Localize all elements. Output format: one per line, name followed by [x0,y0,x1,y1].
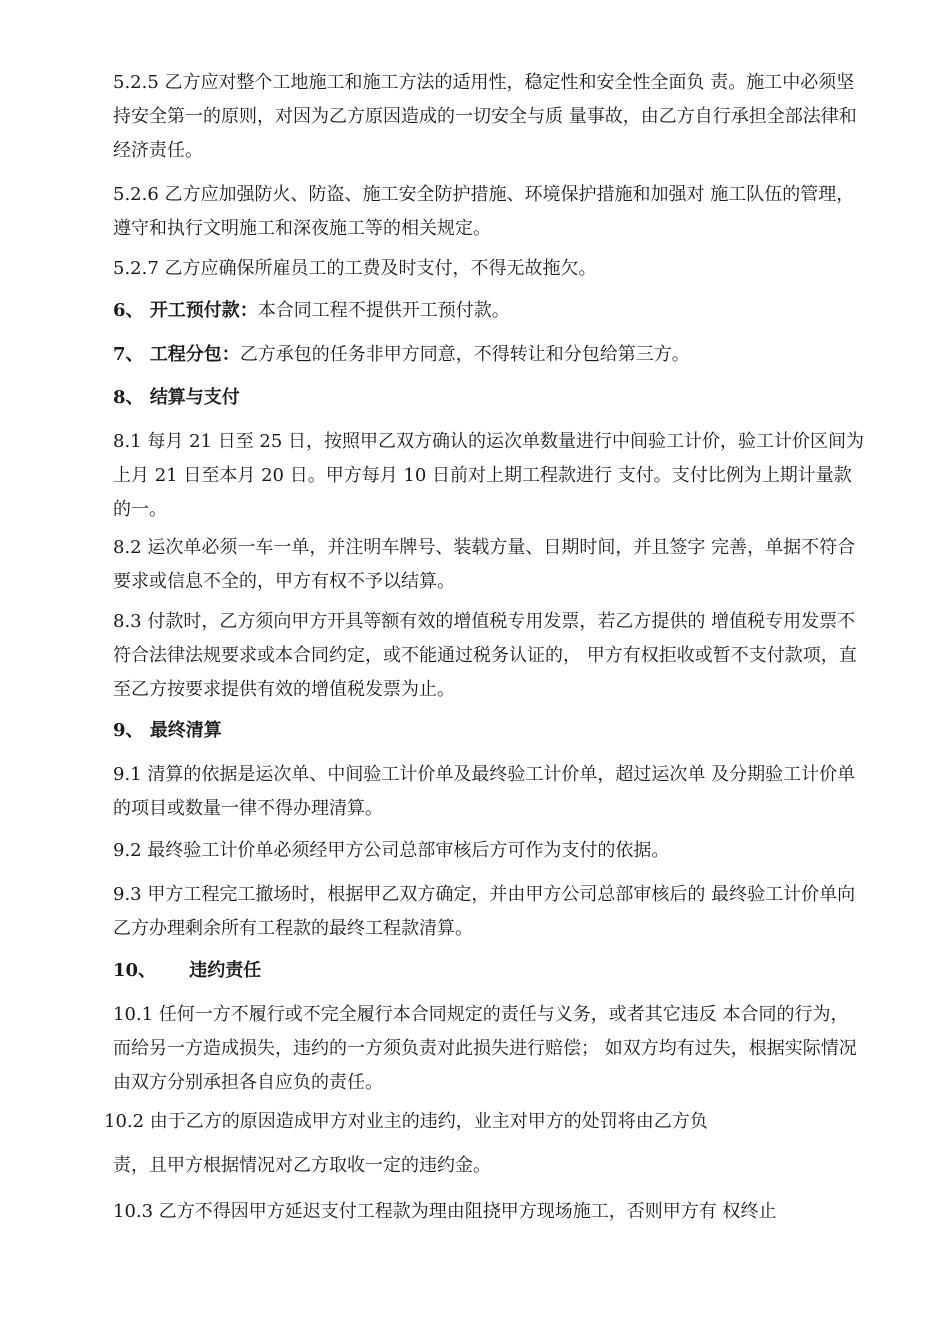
section-6-number: 6、 [113,300,144,321]
clause-10-3: 10.3 乙方不得因甲方延迟支付工程款为理由阻挠甲方现场施工，否则甲方有 权终止 [113,1201,777,1222]
clause-8-3: 8.3 付款时，乙方须向甲方开具等额有效的增值税专用发票，若乙方提供的 增值税专用发票不符合法律法规要求或本合同约定，或不能通过税务认证的， 甲方有权拒收或暂不支付款项，直至乙方按要求提供有效的增值税发票为止。 [113,611,857,700]
section-6-text: 本合同工程不提供开工预付款。 [257,300,510,321]
section-9-heading [113,716,865,746]
section-10-title: 违约责任 [189,960,262,981]
clause-10-2-line-2: 责，且甲方根据情况对乙方取收一定的违约金。 [113,1155,491,1176]
section-7-title: 工程分包： [149,344,240,365]
clause-5-2-5: 5.2.5 乙方应对整个工地施工和施工方法的适用性，稳定性和安全性全面负 责。施工中必须坚持安全第一的原则，对因为乙方原因造成的一切安全与质 量事故，由乙方自行承担全部法律和经济责任。 [113,72,857,161]
section-6-title: 开工预付款： [149,300,258,321]
section-6-heading [113,296,865,326]
section-10-heading [113,956,865,986]
clause-8-2: 8.2 运次单必须一车一单，并注明车牌号、装载方量、日期时间，并且签字 完善，单据不符合要求或信息不全的，甲方有权不予以结算。 [113,537,856,592]
clause-9-2: 9.2 最终验工计价单必须经甲方公司总部审核后方可作为支付的依据。 [113,840,670,861]
clause-10-1: 10.1 任何一方不履行或不完全履行本合同规定的责任与义务，或者其它违反 本合同的行为，而给另一方造成损失，违约的一方须负责对此损失进行赔偿； 如双方均有过失，根据实际情况由双方分别承担各自应负的责任。 [113,1004,857,1093]
clause-9-1: 9.1 清算的依据是运次单、中间验工计价单及最终验工计价单，超过运次单 及分期验工计价单的项目或数量一律不得办理清算。 [113,764,856,819]
clause-10-2-line-1: 10.2 由于乙方的原因造成甲方对业主的违约，业主对甲方的处罚将由乙方负 [104,1111,708,1132]
section-9-title: 最终清算 [149,720,222,741]
clause-8-1: 8.1 每月 21 日至 25 日，按照甲乙双方确认的运次单数量进行中间验工计价，验工计价区间为上月 21 日至本月 20 日。甲方每月 10 日前对上期工程款进行 支付。支付比例为上期计量款的一。 [113,431,865,520]
section-7-number: 7、 [113,344,144,365]
section-8-heading [113,383,865,413]
clause-9-3: 9.3 甲方工程完工撤场时，根据甲乙双方确定，并由甲方公司总部审核后的 最终验工计价单向乙方办理剩余所有工程款的最终工程款清算。 [113,884,856,939]
clause-5-2-6: 5.2.6 乙方应加强防火、防盗、施工安全防护措施、环境保护措施和加强对 施工队伍的管理，遵守和执行文明施工和深夜施工等的相关规定。 [113,184,855,239]
section-9-number: 9、 [113,720,144,741]
section-8-number: 8、 [113,387,144,408]
section-7-heading [113,340,865,370]
section-7-text: 乙方承包的任务非甲方同意，不得转让和分包给第三方。 [239,344,690,365]
clause-5-2-7: 5.2.7 乙方应确保所雇员工的工费及时支付，不得无故拖欠。 [113,258,597,279]
section-10-number: 10、 [113,960,157,981]
section-8-title: 结算与支付 [149,387,240,408]
